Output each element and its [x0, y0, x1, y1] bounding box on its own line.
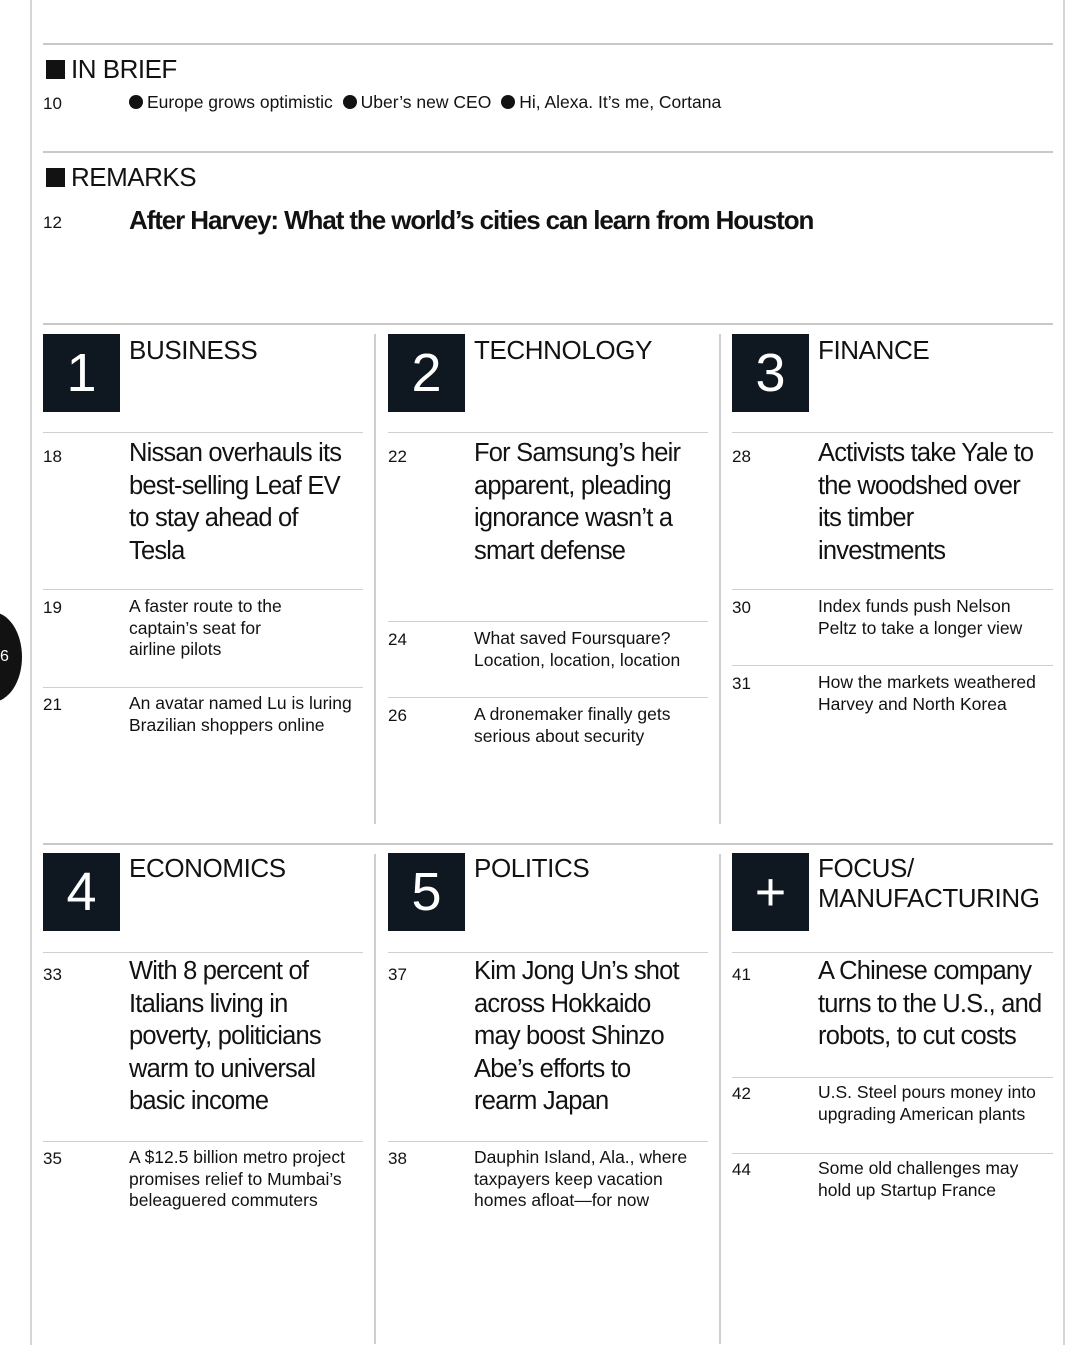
section-number-badge: +	[732, 853, 809, 931]
section-number-badge: 1	[43, 334, 120, 412]
divider	[732, 1153, 1053, 1154]
story-page: 21	[43, 695, 62, 714]
in-brief-item[interactable]: Uber’s new CEO	[360, 92, 492, 112]
in-brief-item[interactable]: Hi, Alexa. It’s me, Cortana	[519, 92, 722, 112]
divider	[43, 432, 363, 433]
section-number-badge: 3	[732, 334, 809, 412]
story-item[interactable]: A faster route to the captain’s seat for airline pilots	[129, 596, 282, 659]
story-item[interactable]: Dauphin Island, Ala., where taxpayers keep vacation homes afloat—for now	[474, 1147, 688, 1210]
story-page: 22	[388, 447, 407, 466]
section-number-badge: 5	[388, 853, 465, 931]
divider	[43, 151, 1053, 153]
in-brief-items	[129, 94, 726, 112]
story-item[interactable]: A dronemaker finally gets serious about security	[474, 704, 671, 746]
story-page: 26	[388, 706, 407, 725]
divider	[43, 1141, 363, 1142]
divider	[388, 952, 708, 953]
section-title: TECHNOLOGY	[474, 335, 653, 365]
divider	[732, 952, 1053, 953]
divider	[732, 589, 1053, 590]
divider	[43, 43, 1053, 45]
lead-story[interactable]: Activists take Yale to the woodshed over its timber investments	[818, 439, 1034, 565]
in-brief-page: 10	[43, 94, 62, 113]
divider	[43, 952, 363, 953]
divider	[388, 621, 708, 622]
remarks-title[interactable]: After Harvey: What the world’s cities can learn from Houston	[129, 205, 814, 235]
story-page: 38	[388, 1149, 407, 1168]
section-title: BUSINESS	[129, 335, 258, 365]
story-item[interactable]: What saved Foursquare? Location, location, location	[474, 628, 681, 670]
story-page: 44	[732, 1160, 751, 1179]
remarks-heading: REMARKS	[71, 162, 197, 192]
story-item[interactable]: Index funds push Nelson Peltz to take a longer view	[818, 596, 1023, 638]
story-page: 33	[43, 965, 62, 984]
divider	[388, 432, 708, 433]
story-item[interactable]: U.S. Steel pours money into upgrading American plants	[818, 1082, 1036, 1124]
page-right-edge	[1063, 0, 1065, 1345]
column-divider	[374, 854, 376, 1344]
in-brief-heading: IN BRIEF	[71, 54, 177, 84]
story-item[interactable]: An avatar named Lu is luring Brazilian shoppers online	[129, 693, 352, 735]
story-page: 18	[43, 447, 62, 466]
divider	[388, 697, 708, 698]
lead-story[interactable]: Kim Jong Un’s shot across Hokkaido may boost Shinzo Abe’s efforts to rearm Japan	[474, 957, 679, 1115]
section-title: FOCUS/ MANUFACTURING	[818, 853, 1040, 913]
divider	[43, 323, 1053, 325]
story-page: 37	[388, 965, 407, 984]
lead-story[interactable]: Nissan overhauls its best-selling Leaf EV to stay ahead of Tesla	[129, 439, 342, 565]
bullet-icon	[129, 95, 143, 109]
story-page: 31	[732, 674, 751, 693]
story-page: 35	[43, 1149, 62, 1168]
section-title: POLITICS	[474, 853, 590, 883]
section-number-badge: 2	[388, 334, 465, 412]
divider	[732, 1077, 1053, 1078]
story-page: 24	[388, 630, 407, 649]
story-page: 42	[732, 1084, 751, 1103]
column-divider	[719, 334, 721, 824]
lead-story[interactable]: For Samsung’s heir apparent, pleading ignorance wasn’t a smart defense	[474, 439, 681, 565]
story-page: 41	[732, 965, 751, 984]
in-brief-item[interactable]: Europe grows optimistic	[147, 92, 333, 112]
section-title: ECONOMICS	[129, 853, 286, 883]
column-divider	[719, 854, 721, 1344]
story-page: 28	[732, 447, 751, 466]
section-marker	[46, 168, 65, 187]
divider	[732, 665, 1053, 666]
page-edge-number: 6	[0, 648, 9, 665]
remarks-page: 12	[43, 213, 62, 232]
story-page: 30	[732, 598, 751, 617]
section-title: FINANCE	[818, 335, 930, 365]
divider	[732, 432, 1053, 433]
section-marker	[46, 60, 65, 79]
bullet-icon	[501, 95, 515, 109]
divider	[388, 1141, 708, 1142]
story-item[interactable]: Some old challenges may hold up Startup France	[818, 1158, 1019, 1200]
column-divider	[374, 334, 376, 824]
divider	[43, 589, 363, 590]
section-number-badge: 4	[43, 853, 120, 931]
lead-story[interactable]: With 8 percent of Italians living in poverty, politicians warm to universal basic income	[129, 957, 321, 1115]
divider	[43, 687, 363, 688]
story-item[interactable]: How the markets weathered Harvey and North Korea	[818, 672, 1036, 714]
story-item[interactable]: A $12.5 billion metro project promises relief to Mumbai’s beleaguered commuters	[129, 1147, 345, 1210]
story-page: 19	[43, 598, 62, 617]
bullet-icon	[343, 95, 357, 109]
lead-story[interactable]: A Chinese company turns to the U.S., and robots, to cut costs	[818, 957, 1042, 1050]
divider	[43, 843, 1053, 845]
page-left-edge	[30, 0, 32, 1345]
